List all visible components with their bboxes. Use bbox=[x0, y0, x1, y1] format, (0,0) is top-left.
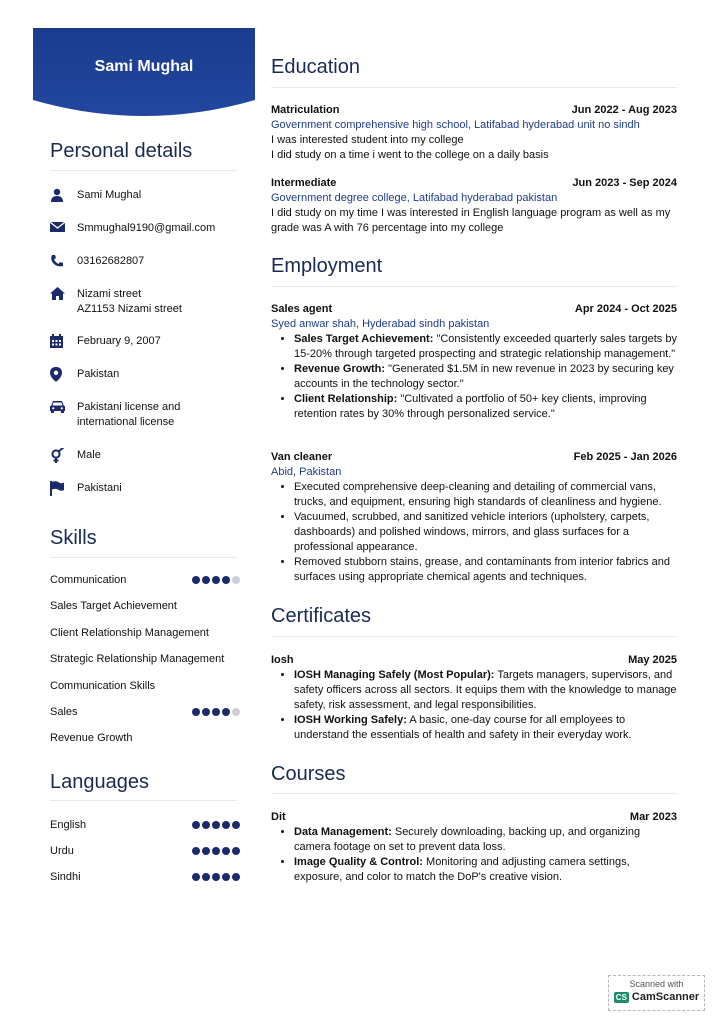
name-banner bbox=[33, 28, 255, 118]
entry-title: Van cleaner bbox=[271, 451, 333, 463]
entry-line: I did study on a time i went to the college on a daily basis bbox=[271, 149, 549, 161]
employment-entry bbox=[271, 302, 677, 422]
bullet-item: • Removed stubborn stains, grease, and contaminants from interior fabrics and surfaces using appropriate chemical agents and techniques. bbox=[294, 555, 677, 585]
bullet-item: • Revenue Growth: "Generated $1.5M in new revenue in 2023 by securing key accounts in the technology sector." bbox=[294, 362, 677, 392]
skills-heading: Skills bbox=[50, 527, 97, 549]
car-icon bbox=[50, 400, 77, 430]
personal-item-name bbox=[50, 188, 250, 203]
entry-line: I did study on my time I was interested in English language program as well as my bbox=[271, 207, 671, 219]
entry-dates: May 2025 bbox=[628, 654, 677, 666]
phone-icon bbox=[50, 254, 77, 269]
personal-text: 03162682807 bbox=[77, 255, 145, 267]
entry-title: Sales agent bbox=[271, 303, 333, 315]
language-name: Urdu bbox=[50, 845, 74, 857]
education-entry bbox=[271, 176, 677, 236]
personal-item-nationality bbox=[50, 481, 250, 496]
entry-place: Abid, Pakistan bbox=[271, 466, 342, 478]
camscanner-watermark bbox=[608, 975, 705, 1011]
bullet-item: • Image Quality & Control: Monitoring and adjusting camera settings, exposure, and color to match the DoP's creative vision. bbox=[294, 855, 677, 885]
certificates-heading: Certificates bbox=[271, 605, 372, 627]
watermark-text: Scanned with bbox=[629, 979, 684, 989]
personal-text: Pakistani bbox=[77, 482, 122, 494]
language-name: English bbox=[50, 819, 87, 831]
course-entry bbox=[271, 810, 677, 885]
skill-name: Sales Target Achievement bbox=[50, 600, 177, 612]
personal-item-address bbox=[50, 287, 250, 317]
skill-item bbox=[50, 680, 240, 692]
divider bbox=[50, 557, 237, 558]
employment-entry bbox=[271, 450, 677, 585]
person-icon bbox=[50, 188, 77, 203]
skill-rating bbox=[192, 576, 240, 584]
personal-item-gender bbox=[50, 448, 250, 464]
personal-item-country bbox=[50, 367, 250, 382]
skill-name: Revenue Growth bbox=[50, 732, 133, 744]
personal-text bbox=[77, 400, 180, 430]
language-rating bbox=[192, 847, 240, 855]
certificate-entry bbox=[271, 653, 677, 743]
skill-name: Strategic Relationship Management bbox=[50, 653, 225, 665]
personal-item-license bbox=[50, 400, 250, 430]
entry-dates: Jun 2023 - Sep 2024 bbox=[572, 177, 677, 189]
location-pin-icon bbox=[50, 367, 77, 382]
skill-name: Client Relationship Management bbox=[50, 627, 209, 639]
bullet-item: • Vacuumed, scrubbed, and sanitized vehicle interiors (upholstery, carpets, dashboards) and polished windows, mirrors, and glass surfaces for a professional appearance. bbox=[294, 510, 677, 555]
skill-item bbox=[50, 653, 240, 665]
entry-school: Government degree college, Latifabad hyderabad pakistan bbox=[271, 192, 558, 204]
entry-dates: Mar 2023 bbox=[629, 811, 677, 823]
entry-title: Intermediate bbox=[271, 177, 337, 189]
skill-name: Sales bbox=[50, 706, 78, 718]
language-item bbox=[50, 845, 240, 857]
language-item bbox=[50, 871, 240, 883]
education-heading: Education bbox=[271, 56, 360, 78]
bullet-item: • Data Management: Securely downloading, backing up, and organizing camera footage on set to prevent data loss. bbox=[294, 825, 677, 855]
camscanner-logo bbox=[609, 991, 704, 1003]
language-name: Sindhi bbox=[50, 871, 81, 883]
skill-item bbox=[50, 627, 240, 639]
candidate-name: Sami Mughal bbox=[94, 58, 194, 75]
entry-place: Syed anwar shah, Hyderabad sindh pakistan bbox=[271, 318, 490, 330]
personal-text bbox=[77, 287, 182, 317]
entry-dates: Apr 2024 - Oct 2025 bbox=[574, 303, 677, 315]
personal-text: February 9, 2007 bbox=[77, 335, 161, 347]
divider bbox=[271, 636, 677, 637]
calendar-icon bbox=[50, 334, 77, 349]
flag-icon bbox=[50, 481, 77, 496]
education-entry bbox=[271, 103, 677, 163]
personal-text: Pakistan bbox=[77, 368, 120, 380]
envelope-icon bbox=[50, 221, 77, 236]
home-icon bbox=[50, 287, 77, 317]
divider bbox=[50, 170, 237, 171]
address-line-2: AZ1153 Nizami street bbox=[77, 303, 182, 315]
bullet-item: • Executed comprehensive deep-cleaning and detailing of commercial vans, trucks, and equipment, ensuring high standards of cleanliness and hygiene. bbox=[294, 480, 677, 510]
personal-text: Smmughal9190@gmail.com bbox=[77, 222, 216, 234]
divider bbox=[50, 800, 237, 801]
entry-line: grade was A with 76 percentage into my college bbox=[271, 222, 504, 234]
sidebar bbox=[33, 28, 255, 118]
bullet-item: • Sales Target Achievement: "Consistently exceeded quarterly sales targets by 15-20% through targeted prospecting and strategic relationship management." bbox=[294, 332, 677, 362]
skill-name: Communication Skills bbox=[50, 680, 156, 692]
license-line-1: Pakistani license and bbox=[77, 401, 181, 413]
courses-heading: Courses bbox=[271, 763, 346, 785]
language-rating bbox=[192, 821, 240, 829]
personal-item-email bbox=[50, 221, 250, 236]
address-line-1: Nizami street bbox=[77, 288, 142, 300]
skill-item bbox=[50, 706, 240, 718]
bullet-item: • IOSH Working Safely: A basic, one-day course for all employees to understand the essentials of health and safety in their everyday work. bbox=[294, 713, 677, 743]
employment-heading: Employment bbox=[271, 255, 383, 277]
personal-details-heading: Personal details bbox=[50, 140, 193, 162]
bullet-item: • IOSH Managing Safely (Most Popular): Targets managers, supervisors, and safety officers across all sectors. It equips them with the knowledge to manage safety, risk assessment, and legal responsibilities. bbox=[294, 668, 677, 713]
divider bbox=[271, 87, 677, 88]
entry-dates: Feb 2025 - Jan 2026 bbox=[573, 451, 677, 463]
entry-title: Dit bbox=[271, 811, 286, 823]
entry-title: Matriculation bbox=[271, 104, 340, 116]
personal-text: Male bbox=[77, 449, 101, 461]
language-item bbox=[50, 819, 240, 831]
divider bbox=[271, 793, 677, 794]
entry-title: Iosh bbox=[271, 654, 294, 666]
bullet-item: • Client Relationship: "Cultivated a portfolio of 50+ key clients, improving retention rates by 30% through personalized service." bbox=[294, 392, 677, 422]
cs-badge-icon: CS bbox=[615, 992, 627, 1002]
personal-text: Sami Mughal bbox=[77, 189, 142, 201]
skill-name: Communication bbox=[50, 574, 127, 586]
license-line-2: international license bbox=[77, 416, 175, 428]
skill-item bbox=[50, 574, 240, 586]
gender-icon bbox=[50, 448, 77, 464]
skill-item bbox=[50, 732, 240, 744]
entry-dates: Jun 2022 - Aug 2023 bbox=[571, 104, 677, 116]
languages-heading: Languages bbox=[50, 771, 149, 793]
watermark-brand: CamScanner bbox=[631, 991, 700, 1003]
personal-item-phone bbox=[50, 254, 250, 269]
divider bbox=[271, 286, 677, 287]
entry-school: Government comprehensive high school, Latifabad hyderabad unit no sindh bbox=[271, 119, 640, 131]
skill-item bbox=[50, 600, 240, 612]
entry-line: I was interested student into my college bbox=[271, 134, 464, 146]
personal-item-birthdate bbox=[50, 334, 250, 349]
skill-rating bbox=[192, 708, 240, 716]
language-rating bbox=[192, 873, 240, 881]
